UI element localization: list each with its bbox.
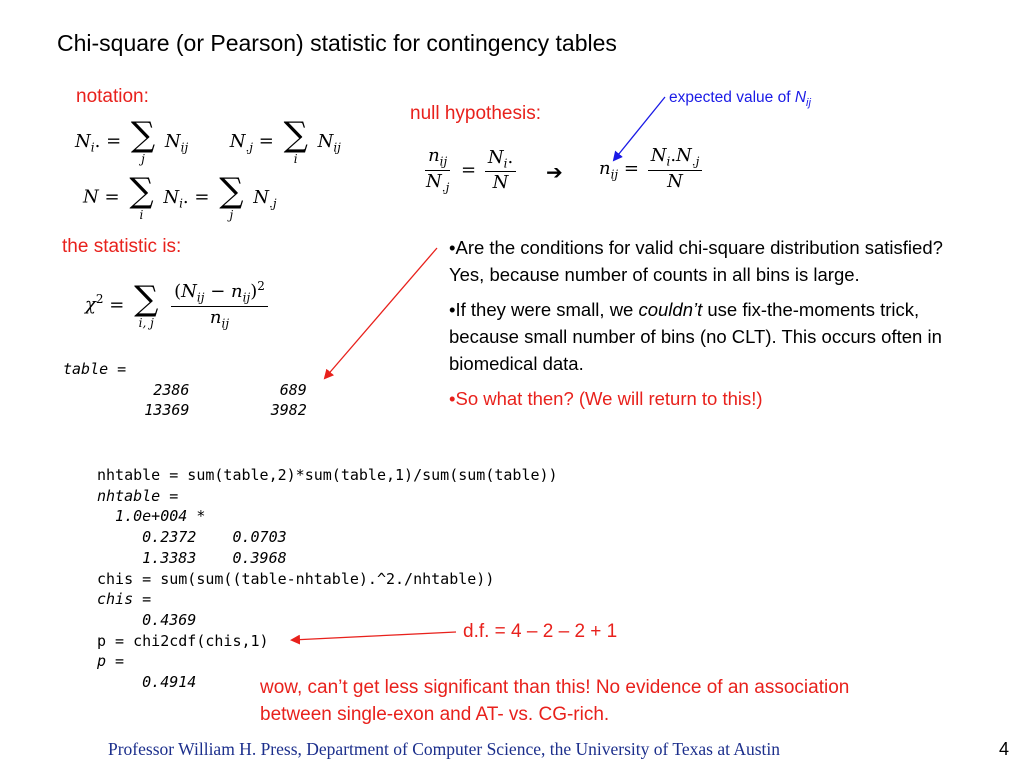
total-sum-equation: N = ∑ i $N_i$. = ∑ j $N_{.j}$: [83, 171, 277, 222]
marginal-sum-equations: $N_i$. = ∑ j $N_{ij}$ $N_{.j}$ = ∑ i $N_{ij}$: [75, 115, 341, 166]
bullet-so-what: •So what then? (We will return to this!): [449, 388, 763, 409]
code-output-line: 0.4369: [97, 610, 197, 629]
implies-arrow-icon: ➔: [546, 162, 563, 184]
footer-credit: Professor William H. Press, Department of Computer Science, the University of Texas at Austin: [108, 739, 781, 759]
expected-value-symbol: N: [794, 89, 807, 106]
expected-value-sub: ij: [806, 97, 811, 110]
table-output: table = 2386 689 13369 3982: [63, 360, 307, 420]
code-output-line: 1.0e+004 *: [97, 507, 206, 526]
bullet-small-counts-post: use fix-the-moments trick, because small number of bins (no CLT). This occurs often in biomedical data.: [449, 299, 942, 374]
bullet-small-counts-emphasis: couldn’t: [638, 299, 703, 320]
table-arrow-icon: [325, 248, 437, 378]
code-output-line: chis =: [97, 590, 152, 609]
bullet-conditions: •Are the conditions for valid chi-square distribution satisfied? Yes, because number of counts in all bins is large.: [449, 237, 943, 285]
expected-value-arrow-icon: [614, 97, 665, 160]
expected-count-equation: $n_{ij}$ = $\frac{N_i.N_{.j}}{N}$: [599, 146, 705, 192]
chi-square-formula: $\chi^2$ = ∑ i, j $\frac{(N_{ij} - n_{ij})^2}{n_{ij}}$: [85, 280, 271, 331]
code-line: nhtable = sum(table,2)*sum(table,1)/sum(sum(table)): [97, 466, 558, 484]
code-output-line: nhtable =: [97, 486, 179, 505]
code-output-line: 1.3383 0.3968: [97, 548, 287, 567]
code-output-line: 0.2372 0.0703: [97, 528, 287, 547]
degrees-of-freedom-note: d.f. = 4 – 2 – 2 + 1: [463, 621, 618, 642]
df-arrow-icon: [292, 632, 456, 640]
code-line: chis = sum(sum((table-nhtable).^2./nhtable)): [97, 569, 495, 588]
null-hypothesis-label: null hypothesis:: [410, 103, 541, 124]
notation-label: notation:: [76, 86, 149, 107]
conclusion-note: wow, can’t get less significant than this! No evidence of an association between single-exon and AT- vs. CG-rich.: [260, 677, 850, 725]
page-number: 4: [999, 739, 1010, 759]
code-output-line: 0.4914: [97, 673, 197, 692]
expected-value-label: expected value of: [669, 89, 795, 106]
bullet-small-counts-pre: •If they were small, we: [449, 299, 639, 320]
slide-title: Chi-square (or Pearson) statistic for contingency tables: [57, 30, 617, 56]
code-output-line: p =: [97, 652, 125, 671]
null-hypothesis-equation: $\frac{n_{ij}}{N_{.j}}$ = $\frac{N_i.}{N}$: [420, 146, 519, 195]
code-line: p = chi2cdf(chis,1): [97, 631, 269, 650]
statistic-label: the statistic is:: [62, 236, 182, 257]
